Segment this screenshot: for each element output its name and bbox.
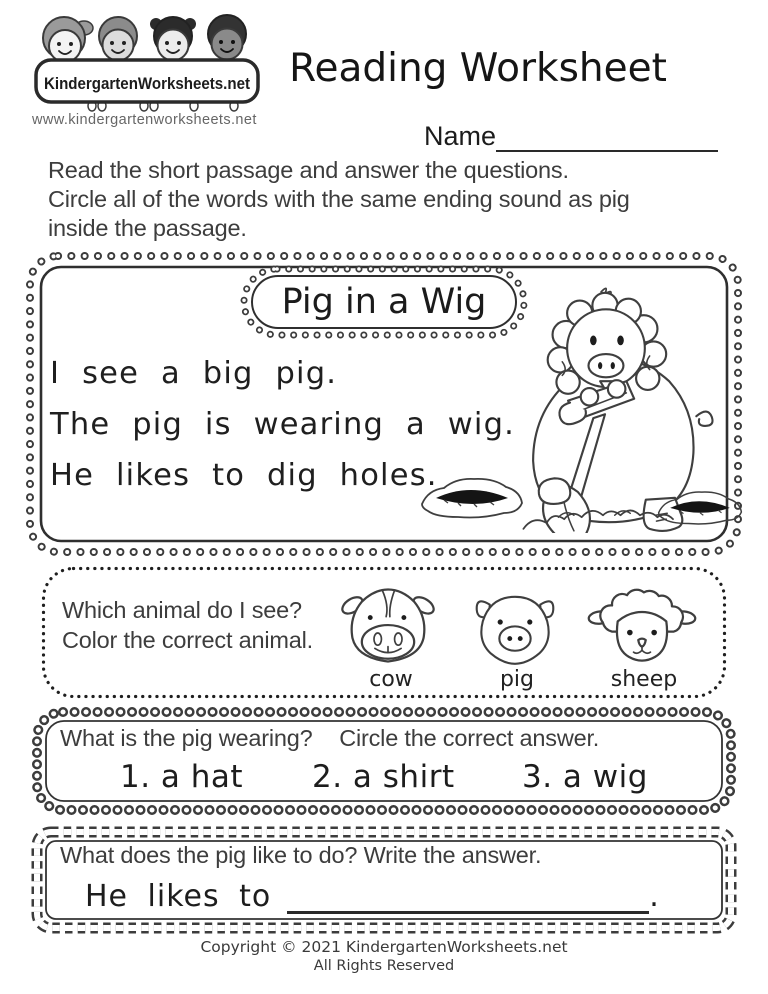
- animal-option-cow[interactable]: [338, 583, 444, 692]
- passage-box: [24, 250, 744, 558]
- name-row: [424, 120, 718, 152]
- instructions-line-3: inside the passage.: [48, 215, 247, 241]
- sheep-label: sheep: [610, 667, 678, 692]
- which-animal-prompt-line-2: Color the correct animal.: [62, 627, 313, 653]
- animal-option-sheep[interactable]: [584, 583, 704, 692]
- logo-banner-text: KindergartenWorksheets.net: [44, 74, 251, 93]
- wearing-prompt: [60, 725, 599, 752]
- answer-row: [85, 877, 660, 914]
- name-blank-line[interactable]: [496, 120, 718, 152]
- answer-period: .: [649, 879, 660, 914]
- dug-hole-icon: [652, 482, 748, 532]
- sheep-icon: [584, 583, 700, 669]
- kids-logo-icon: [34, 14, 260, 114]
- instructions: [48, 156, 758, 243]
- write-prompt: What does the pig like to do? Write the answer.: [60, 842, 542, 868]
- wearing-option-2[interactable]: 2. a shirt: [312, 759, 455, 795]
- passage-line-1: I see a big pig.: [50, 356, 338, 391]
- answer-blank-line[interactable]: [287, 877, 649, 914]
- passage-line-2: The pig is wearing a wig.: [50, 407, 516, 442]
- animal-option-pig[interactable]: [468, 589, 566, 692]
- cow-label: cow: [369, 667, 413, 692]
- kindergartenworksheets-logo: [34, 14, 260, 114]
- write-answer-box: [30, 825, 738, 935]
- passage-line-3: He likes to dig holes.: [50, 458, 438, 493]
- which-animal-prompt: [62, 595, 313, 655]
- wearing-prompt-cta: Circle the correct answer.: [339, 725, 600, 751]
- which-animal-prompt-line-1: Which animal do I see?: [62, 597, 302, 623]
- wearing-prompt-question: What is the pig wearing?: [60, 725, 313, 751]
- copyright-text: Copyright © 2021 KindergartenWorksheets.net: [200, 938, 568, 956]
- instructions-line-1: Read the short passage and answer the questions.: [48, 157, 569, 183]
- instructions-line-2: Circle all of the words with the same ending sound as pig: [48, 186, 630, 212]
- cow-icon: [338, 583, 438, 669]
- footer: [0, 938, 768, 974]
- site-url: www.kindergartenworksheets.net: [32, 112, 257, 128]
- which-animal-box: [40, 565, 728, 700]
- dug-hole-icon: [414, 474, 530, 520]
- page-title: Reading Worksheet: [289, 46, 667, 91]
- rights-text: All Rights Reserved: [313, 958, 455, 974]
- pig-icon: [468, 589, 562, 669]
- name-label: Name: [424, 121, 497, 151]
- wearing-option-3[interactable]: 3. a wig: [522, 759, 648, 795]
- passage-title: Pig in a Wig: [281, 282, 487, 322]
- wearing-option-1[interactable]: 1. a hat: [120, 759, 244, 795]
- pig-label: pig: [499, 667, 535, 692]
- answer-stem: He likes to: [85, 879, 272, 914]
- wearing-question-box: [30, 705, 738, 817]
